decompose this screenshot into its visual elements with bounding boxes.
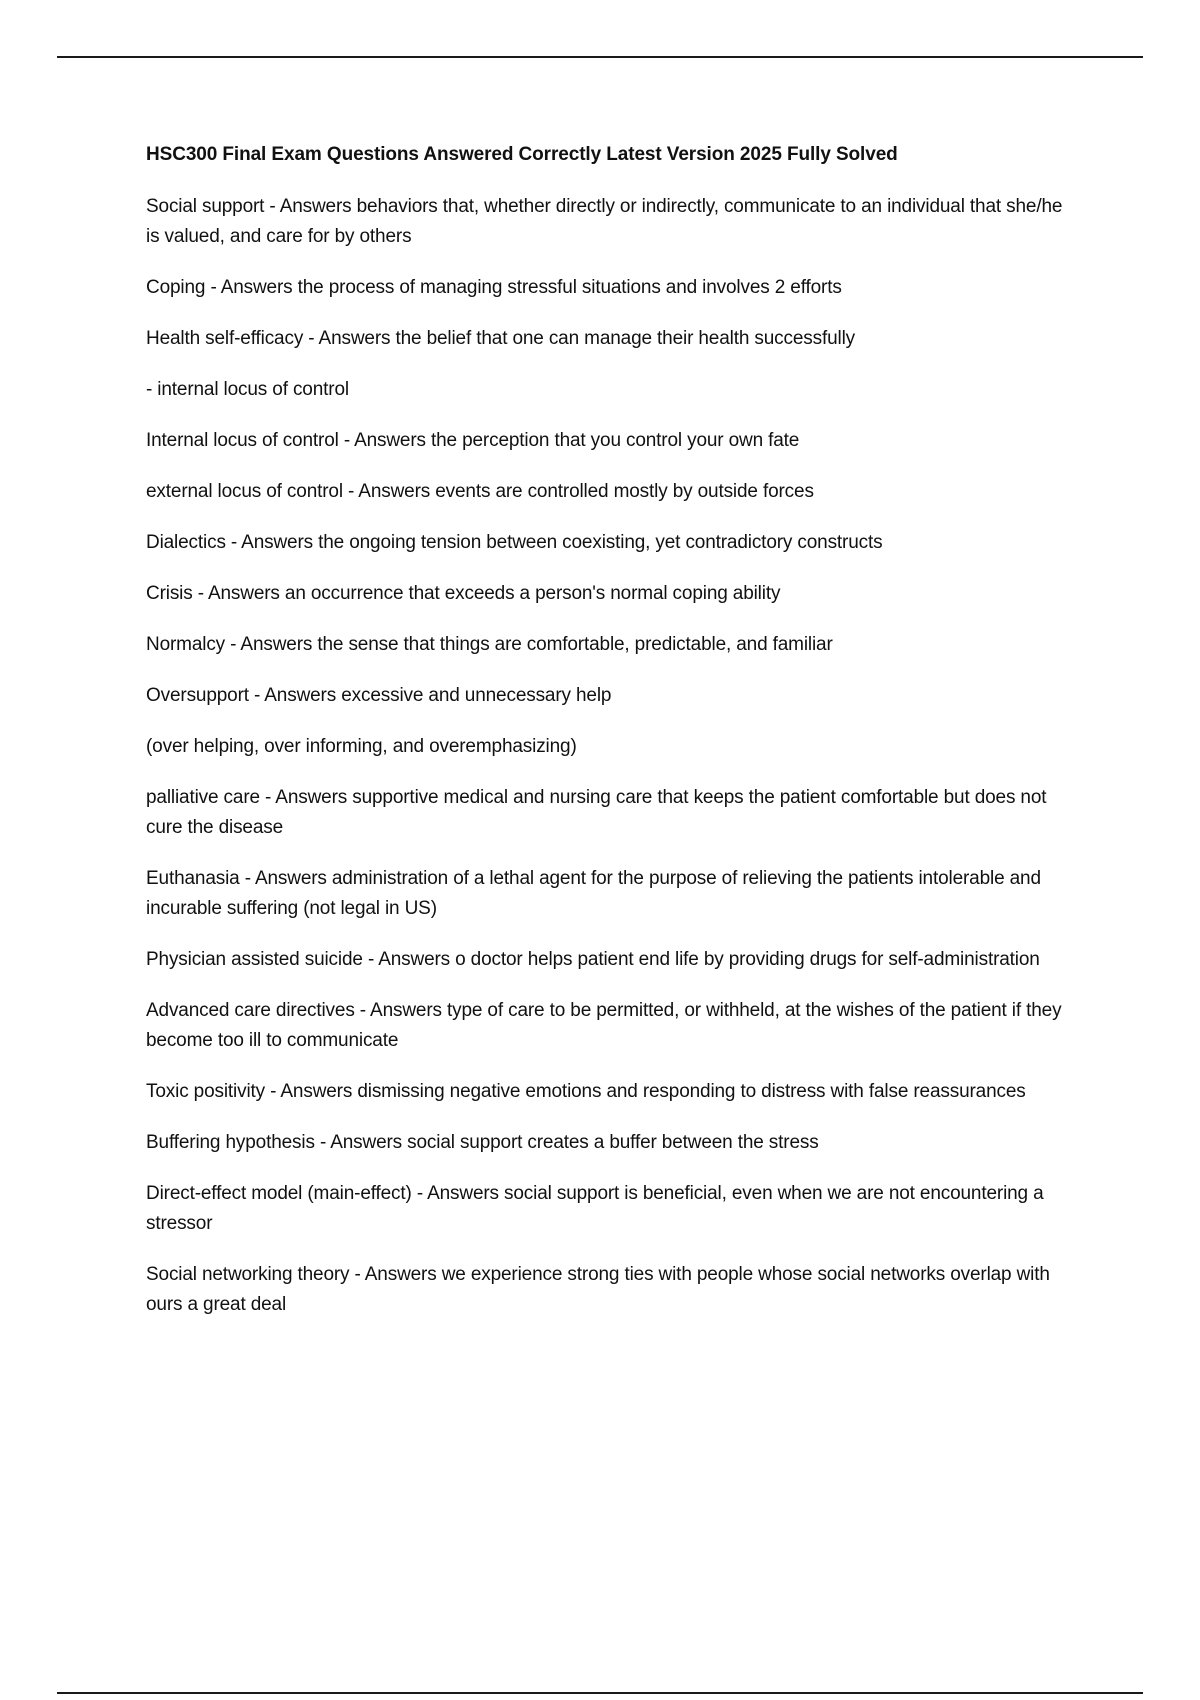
flashcard-entry-dialectics: Dialectics - Answers the ongoing tension between coexisting, yet contradictory constructs: [146, 532, 883, 553]
footer-rule: [57, 1692, 1143, 1694]
flashcard-entry-internal-locus: Internal locus of control - Answers the perception that you control your own fate: [146, 430, 800, 451]
flashcard-entry-physician-assisted-suicide: Physician assisted suicide - Answers o doctor helps patient end life by providing drugs for self-administration: [146, 949, 1040, 970]
flashcard-entry-palliative-care: palliative care - Answers supportive medical and nursing care that keeps the patient comfortable but does not cure the disease: [146, 787, 1047, 838]
flashcard-entry-coping: Coping - Answers the process of managing stressful situations and involves 2 efforts: [146, 277, 842, 298]
flashcard-entry-advanced-care-directives: Advanced care directives - Answers type of care to be permitted, or withheld, at the wishes of the patient if they become too ill to communicate: [146, 1000, 1062, 1051]
flashcard-entry-external-locus: external locus of control - Answers events are controlled mostly by outside forces: [146, 481, 814, 502]
flashcard-entry-euthanasia: Euthanasia - Answers administration of a lethal agent for the purpose of relieving the patients intolerable and incurable suffering (not legal in US): [146, 868, 1041, 919]
flashcard-entry-direct-effect-model: Direct-effect model (main-effect) - Answers social support is beneficial, even when we are not encountering a stressor: [146, 1183, 1044, 1234]
flashcard-entry-internal-locus-note: - internal locus of control: [146, 379, 349, 400]
flashcard-entry-social-support: Social support - Answers behaviors that, whether directly or indirectly, communicate to an individual that she/he is valued, and care for by others: [146, 196, 1063, 247]
flashcard-list: [146, 192, 1066, 1320]
flashcard-entry-oversupport: Oversupport - Answers excessive and unnecessary help: [146, 685, 612, 706]
document-title: HSC300 Final Exam Questions Answered Correctly Latest Version 2025 Fully Solved: [146, 144, 898, 165]
document-body: [146, 140, 1066, 1341]
flashcard-entry-social-networking-theory: Social networking theory - Answers we experience strong ties with people whose social networks overlap with ours a great deal: [146, 1264, 1050, 1315]
flashcard-entry-normalcy: Normalcy - Answers the sense that things are comfortable, predictable, and familiar: [146, 634, 833, 655]
flashcard-entry-crisis: Crisis - Answers an occurrence that exceeds a person's normal coping ability: [146, 583, 781, 604]
flashcard-entry-health-self-efficacy: Health self-efficacy - Answers the belief that one can manage their health successfully: [146, 328, 855, 349]
header-rule: [57, 56, 1143, 58]
flashcard-entry-oversupport-note: (over helping, over informing, and overemphasizing): [146, 736, 577, 757]
flashcard-entry-buffering-hypothesis: Buffering hypothesis - Answers social support creates a buffer between the stress: [146, 1132, 819, 1153]
flashcard-entry-toxic-positivity: Toxic positivity - Answers dismissing negative emotions and responding to distress with false reassurances: [146, 1081, 1026, 1102]
